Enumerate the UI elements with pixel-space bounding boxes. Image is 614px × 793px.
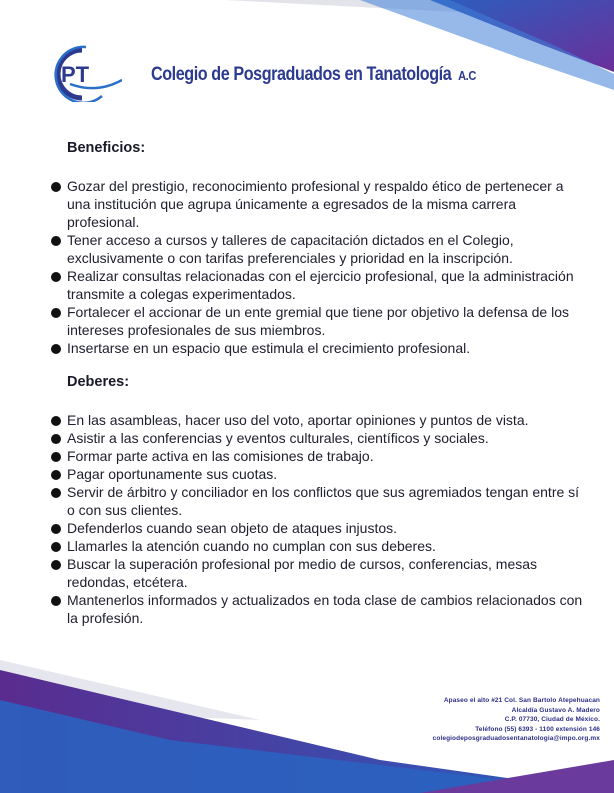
college-logo-icon (42, 44, 122, 102)
list-item-text: Pagar oportunamente sus cuotas. (67, 466, 278, 482)
bullet-icon (51, 596, 61, 606)
list-item (49, 555, 589, 591)
list-item-text: Tener acceso a cursos y talleres de capacitación dictados en el Colegio, exclusivamente o con tarifas preferenciales y prioridad en la inscripción. (67, 232, 514, 266)
svg-text:PT: PT (61, 62, 90, 87)
bullet-icon (51, 272, 61, 282)
bullet-icon (51, 524, 61, 534)
footer-contact (433, 696, 600, 744)
list-item (49, 231, 589, 267)
list-item-text: Servir de árbitro y conciliador en los conflictos que sus agremiados tengan entre sí o con sus clientes. (67, 484, 580, 518)
footer-address-line-2: Alcaldía Gustavo A. Madero (511, 706, 600, 714)
list-item-text: Fortalecer el accionar de un ente gremial que tiene por objetivo la defensa de los intereses profesionales de sus miembros. (67, 304, 569, 338)
list-item-text: Mantenerlos informados y actualizados en toda clase de cambios relacionados con la profesión. (67, 592, 583, 626)
list-item-text: Gozar del prestigio, reconocimiento profesional y respaldo ético de pertenecer a una institución que agrupa únicamente a egresados de la misma carrera profesional. (67, 178, 564, 230)
list-item-text: Insertarse en un espacio que estimula el crecimiento profesional. (67, 340, 471, 356)
list-item (49, 177, 589, 231)
list-item (49, 537, 589, 555)
list-item (49, 339, 589, 357)
beneficios-title: Beneficios: (67, 140, 146, 156)
beneficios-list (49, 177, 589, 357)
bullet-icon (51, 542, 61, 552)
footer-email[interactable]: colegiodeposgraduadosentanatologia@impo.org.mx (432, 735, 600, 742)
list-item (49, 303, 589, 339)
organization-name-text: Colegio de Posgraduados en Tanatología (151, 64, 452, 85)
list-item-text: Defenderlos cuando sean objeto de ataques injustos. (67, 520, 398, 536)
organization-suffix: A.C (458, 68, 476, 83)
list-item (49, 591, 589, 627)
organization-name (151, 64, 476, 86)
footer-address-line-3: C.P. 07730, Ciudad de México. (504, 716, 600, 723)
list-item (49, 519, 589, 537)
bullet-icon (51, 308, 61, 318)
deberes-list (49, 411, 589, 627)
bullet-icon (51, 434, 61, 444)
list-item-text: Formar parte activa en las comisiones de trabajo. (67, 448, 374, 464)
list-item-text: En las asambleas, hacer uso del voto, aportar opiniones y puntos de vista. (67, 412, 529, 428)
list-item-text: Asistir a las conferencias y eventos culturales, científicos y sociales. (67, 430, 489, 446)
list-item (49, 411, 589, 429)
deberes-title: Deberes: (67, 374, 130, 390)
list-item-text: Llamarles la atención cuando no cumplan con sus deberes. (67, 538, 436, 554)
bullet-icon (51, 470, 61, 480)
bullet-icon (51, 416, 61, 426)
bullet-icon (51, 488, 61, 498)
list-item (49, 483, 589, 519)
bullet-icon (51, 182, 61, 192)
list-item (49, 429, 589, 447)
bullet-icon (51, 560, 61, 570)
bullet-icon (51, 452, 61, 462)
footer-phone: Teléfono (55) 6393 - 1100 extensión 146 (475, 725, 600, 733)
list-item (49, 267, 589, 303)
footer-address-line-1: Apaseo el alto #21 Col. San Bartolo Atepehuacan (443, 697, 600, 704)
bullet-icon (51, 236, 61, 246)
list-item (49, 447, 589, 465)
list-item-text: Buscar la superación profesional por medio de cursos, conferencias, mesas redondas, etcétera. (67, 556, 538, 590)
list-item-text: Realizar consultas relacionadas con el ejercicio profesional, que la administración transmite a colegas experimentados. (67, 268, 574, 302)
list-item (49, 465, 589, 483)
bullet-icon (51, 344, 61, 354)
